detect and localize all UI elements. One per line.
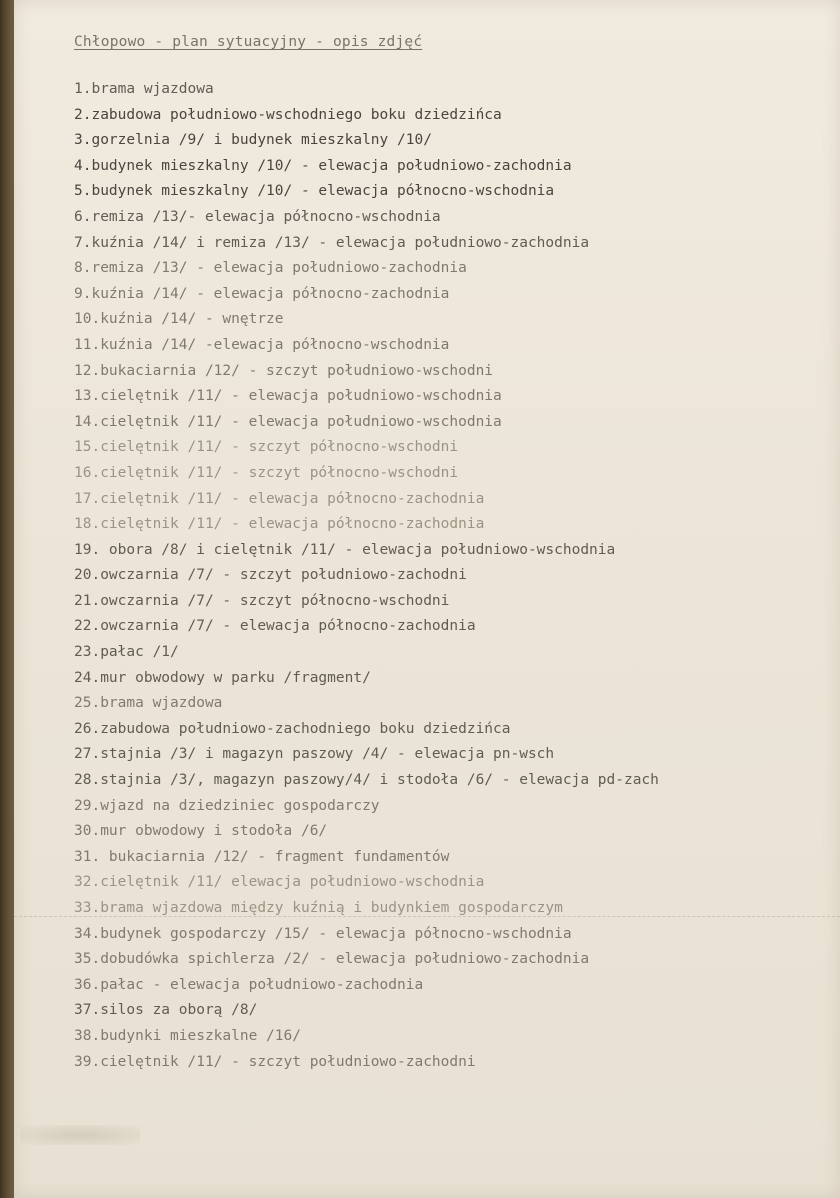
list-item: 13.cielętnik /11/ - elewacja południowo-wschodnia: [74, 388, 502, 405]
list-item: 24.mur obwodowy w parku /fragment/: [74, 669, 371, 686]
list-item: 22.owczarnia /7/ - elewacja północno-zachodnia: [74, 618, 476, 635]
list-item: 19. obora /8/ i cielętnik /11/ - elewacja południowo-wschodnia: [74, 541, 616, 558]
list-item: 29.wjazd na dziedziniec gospodarczy: [74, 797, 380, 814]
list-item: 35.dobudówka spichlerza /2/ - elewacja południowo-zachodnia: [74, 951, 590, 968]
list-item: 1.brama wjazdowa: [74, 81, 214, 97]
list-item: 12.bukaciarnia /12/ - szczyt południowo-wschodni: [74, 362, 494, 379]
list-item: 14.cielętnik /11/ - elewacja południowo-wschodnia: [74, 413, 502, 430]
list-item: 36.pałac - elewacja południowo-zachodnia: [74, 976, 424, 993]
list-item: 20.owczarnia /7/ - szczyt południowo-zachodni: [74, 567, 467, 584]
list-item: 38.budynki mieszkalne /16/: [74, 1027, 301, 1044]
list-item: 16.cielętnik /11/ - szczyt północno-wschodni: [74, 464, 459, 481]
list-item: 32.cielętnik /11/ elewacja południowo-wschodnia: [74, 874, 485, 891]
list-item: 7.kuźnia /14/ i remiza /13/ - elewacja południowo-zachodnia: [74, 234, 590, 251]
list-item: 9.kuźnia /14/ - elewacja północno-zachodnia: [74, 285, 450, 302]
list-item: 23.pałac /1/: [74, 644, 179, 661]
list-item: 27.stajnia /3/ i magazyn paszowy /4/ - elewacja pn-wsch: [74, 746, 555, 763]
list-item: 39.cielętnik /11/ - szczyt południowo-zachodni: [74, 1053, 476, 1070]
photo-description-list: [74, 77, 659, 1075]
list-item: 4.budynek mieszkalny /10/ - elewacja południowo-zachodnia: [74, 157, 572, 174]
list-item: 21.owczarnia /7/ - szczyt północno-wschodni: [74, 592, 450, 609]
list-item: 26.zabudowa południowo-zachodniego boku dziedzińca: [74, 720, 511, 737]
list-item: 18.cielętnik /11/ - elewacja północno-zachodnia: [74, 516, 485, 533]
list-item: 31. bukaciarnia /12/ - fragment fundamentów: [74, 848, 450, 865]
list-item: 34.budynek gospodarczy /15/ - elewacja północno-wschodnia: [74, 925, 572, 942]
list-item: 37.silos za oborą /8/: [74, 1002, 258, 1019]
list-item: 30.mur obwodowy i stodoła /6/: [74, 823, 328, 840]
list-item: 8.remiza /13/ - elewacja południowo-zachodnia: [74, 260, 467, 277]
list-item: 6.remiza /13/- elewacja północno-wschodnia: [74, 208, 441, 225]
list-item: 33.brama wjazdowa między kuźnią i budynkiem gospodarczym: [74, 900, 563, 916]
list-item: 2.zabudowa południowo-wschodniego boku dziedzińca: [74, 106, 502, 123]
list-item: 28.stajnia /3/, magazyn paszowy/4/ i stodoła /6/ - elewacja pd-zach: [74, 772, 659, 789]
paper-smudge: [20, 1125, 140, 1145]
document-heading: Chłopowo - plan sytuacyjny - opis zdjęć: [74, 34, 423, 50]
list-item: 3.gorzelnia /9/ i budynek mieszkalny /10/: [74, 132, 432, 149]
list-item: 25.brama wjazdowa: [74, 695, 223, 712]
list-item: 11.kuźnia /14/ -elewacja północno-wschodnia: [74, 336, 450, 353]
list-item: 15.cielętnik /11/ - szczyt północno-wschodni: [74, 439, 459, 456]
list-item: 10.kuźnia /14/ - wnętrze: [74, 311, 284, 328]
list-item: 5.budynek mieszkalny /10/ - elewacja północno-wschodnia: [74, 183, 555, 200]
list-item: 17.cielętnik /11/ - elewacja północno-zachodnia: [74, 490, 485, 507]
